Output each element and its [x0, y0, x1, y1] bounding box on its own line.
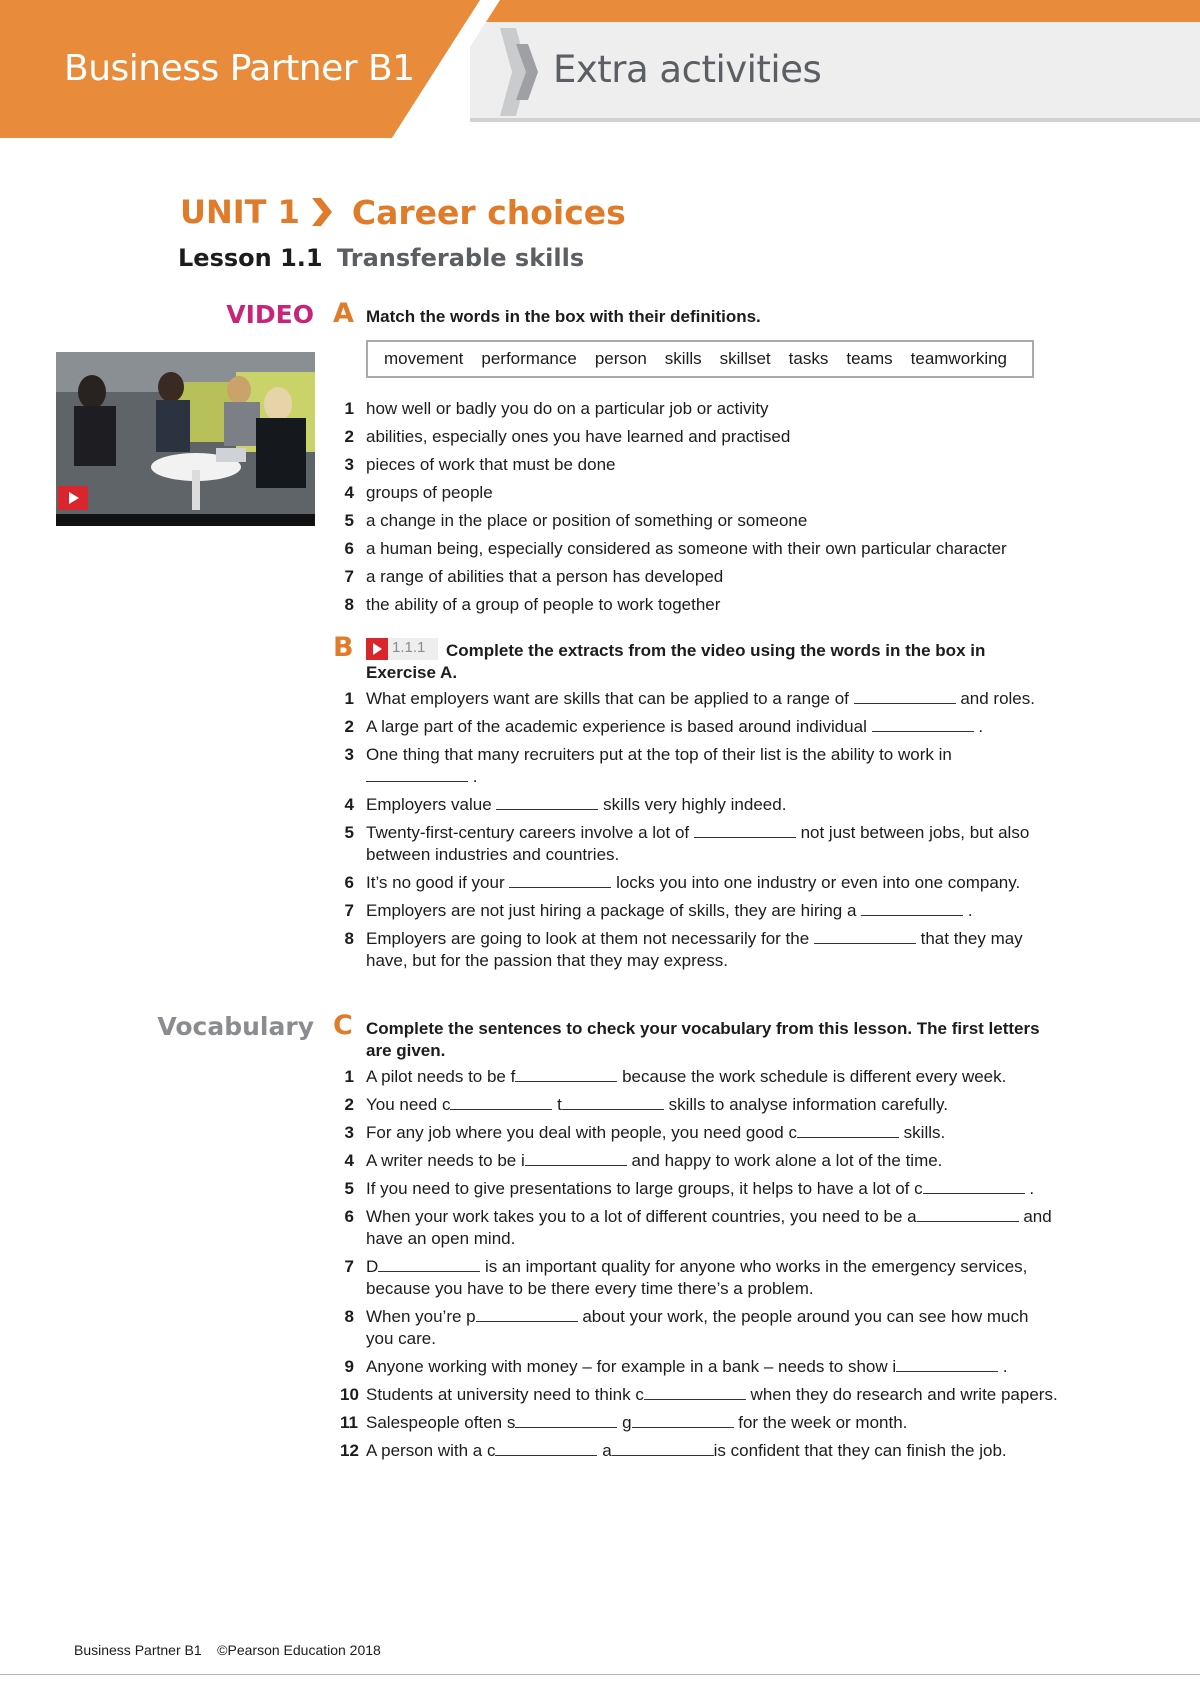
- item-text: A large part of the academic experience is based around individual: [366, 717, 872, 736]
- item-text: not just between jobs, but also between industries and countries.: [366, 823, 1030, 864]
- item-text: skills to analyse information carefully.: [663, 1095, 948, 1114]
- item-number: 5: [344, 823, 354, 842]
- list-item: [340, 1206, 1060, 1250]
- item-text: locks you into one industry or even into one company.: [611, 873, 1021, 892]
- answer-blank[interactable]: [496, 795, 598, 810]
- video-side-label: VIDEO: [226, 300, 314, 329]
- item-text: D: [366, 1257, 379, 1276]
- answer-blank[interactable]: [476, 1307, 578, 1322]
- item-text: Employers value: [366, 795, 497, 814]
- list-item: [340, 1150, 1060, 1172]
- item-number: 1: [344, 689, 354, 708]
- item-text: how well or badly you do on a particular job or activity: [366, 399, 769, 418]
- answer-blank[interactable]: [515, 1067, 617, 1082]
- item-text: It’s no good if your: [366, 873, 510, 892]
- item-text: .: [973, 717, 984, 736]
- answer-blank[interactable]: [450, 1095, 552, 1110]
- list-item: [340, 1094, 1060, 1116]
- unit-title: Career choices: [351, 192, 626, 232]
- item-text: when they do research and write papers.: [745, 1385, 1058, 1404]
- list-item: [340, 794, 1060, 816]
- answer-blank[interactable]: [378, 1257, 480, 1272]
- video-clip-number: 1.1.1: [392, 639, 426, 656]
- exercise-c-list: [340, 1066, 1060, 1468]
- item-text: that they may have, but for the passion that they may express.: [366, 929, 1023, 970]
- item-text: abilities, especially ones you have learned and practised: [366, 427, 791, 446]
- page-footer: Business Partner B1 ©Pearson Education 2018: [74, 1642, 381, 1658]
- item-number: 8: [344, 595, 354, 614]
- item-text: A pilot needs to be f: [366, 1067, 516, 1086]
- item-number: 10: [340, 1385, 359, 1404]
- item-number: 6: [344, 873, 354, 892]
- unit-label: UNIT 1: [180, 193, 300, 231]
- answer-blank[interactable]: [644, 1385, 746, 1400]
- video-progress-bar: [56, 514, 315, 526]
- item-text: skills very highly indeed.: [598, 795, 787, 814]
- item-number: 12: [340, 1441, 359, 1460]
- answer-blank[interactable]: [872, 717, 974, 732]
- item-text: A person with a c: [366, 1441, 496, 1460]
- item-text: When your work takes you to a lot of different countries, you need to be a: [366, 1207, 917, 1226]
- item-text: Employers are not just hiring a package of skills, they are hiring a: [366, 901, 862, 920]
- list-item: [340, 426, 1060, 448]
- item-number: 8: [344, 1307, 354, 1326]
- word-box-item: teams: [846, 349, 893, 368]
- item-text: about your work, the people around you can see how much you care.: [366, 1307, 1029, 1348]
- item-number: 11: [340, 1413, 358, 1432]
- item-number: 2: [344, 1095, 354, 1114]
- item-text: When you’re p: [366, 1307, 476, 1326]
- item-number: 3: [344, 1123, 354, 1142]
- item-number: 4: [344, 795, 354, 814]
- item-text: .: [998, 1357, 1008, 1376]
- item-text: .: [1024, 1179, 1035, 1198]
- lesson-label: Lesson 1.1: [178, 244, 323, 272]
- list-item: [340, 1356, 1060, 1378]
- item-number: 1: [344, 1067, 354, 1086]
- item-text: and have an open mind.: [366, 1207, 1052, 1248]
- answer-blank[interactable]: [854, 689, 956, 704]
- list-item: [340, 510, 1060, 532]
- list-item: [340, 872, 1060, 894]
- answer-blank[interactable]: [694, 823, 796, 838]
- item-number: 2: [344, 427, 354, 446]
- item-text: and roles.: [955, 689, 1035, 708]
- word-box-item: movement: [384, 349, 464, 368]
- word-box-item: performance: [481, 349, 577, 368]
- answer-blank[interactable]: [515, 1413, 617, 1428]
- exercise-c-letter: C: [333, 1010, 353, 1041]
- chevron-right-icon: [310, 198, 332, 226]
- item-number: 7: [344, 567, 354, 586]
- footer-divider: [0, 1674, 1200, 1675]
- answer-blank[interactable]: [612, 1441, 714, 1456]
- answer-blank[interactable]: [366, 767, 468, 782]
- item-text: Twenty-first-century careers involve a lot of: [366, 823, 694, 842]
- exercise-a-list: [340, 398, 1060, 622]
- item-number: 1: [344, 399, 354, 418]
- item-number: 6: [344, 539, 354, 558]
- exercise-a-letter: A: [333, 298, 354, 329]
- item-text: skills.: [898, 1123, 946, 1142]
- exercise-a-instruction: Match the words in the box with their definitions.: [366, 307, 761, 326]
- item-number: 5: [344, 511, 354, 530]
- item-number: 2: [344, 717, 354, 736]
- answer-blank[interactable]: [896, 1357, 998, 1372]
- item-text: a human being, especially considered as someone with their own particular character: [366, 539, 1007, 558]
- exercise-b-letter: B: [333, 632, 354, 663]
- answer-blank[interactable]: [525, 1151, 627, 1166]
- list-item: [340, 1122, 1060, 1144]
- list-item: [340, 454, 1060, 476]
- word-box-item: teamworking: [910, 349, 1008, 368]
- word-box-item: skills: [664, 349, 702, 368]
- list-item: [340, 1066, 1060, 1088]
- answer-blank[interactable]: [917, 1207, 1019, 1222]
- unit-heading: [180, 190, 626, 234]
- list-item: [340, 1178, 1060, 1200]
- item-text: g: [617, 1413, 632, 1432]
- list-item: [340, 398, 1060, 420]
- video-thumbnail[interactable]: [56, 352, 315, 526]
- item-number: 5: [344, 1179, 354, 1198]
- lesson-title: Transferable skills: [337, 244, 585, 272]
- item-text: .: [468, 767, 478, 786]
- item-text: For any job where you deal with people, you need good c: [366, 1123, 797, 1142]
- list-item: [340, 1440, 1060, 1462]
- item-text: the ability of a group of people to work together: [366, 595, 721, 614]
- answer-blank[interactable]: [923, 1179, 1025, 1194]
- list-item: [340, 1256, 1060, 1300]
- answer-blank[interactable]: [797, 1123, 899, 1138]
- list-item: [340, 928, 1060, 972]
- list-item: [340, 482, 1060, 504]
- section-title: Extra activities: [553, 48, 822, 91]
- item-text: Salespeople often s: [366, 1413, 516, 1432]
- answer-blank[interactable]: [861, 901, 963, 916]
- item-text: for the week or month.: [733, 1413, 908, 1432]
- item-text: is confident that they can finish the job.: [713, 1441, 1007, 1460]
- item-number: 3: [344, 455, 354, 474]
- item-text: Students at university need to think c: [366, 1385, 644, 1404]
- vocabulary-side-label: Vocabulary: [157, 1012, 314, 1041]
- item-number: 3: [344, 745, 354, 764]
- item-text: groups of people: [366, 483, 493, 502]
- item-number: 9: [344, 1357, 354, 1376]
- list-item: [340, 744, 1060, 788]
- list-item: [340, 688, 1060, 710]
- item-text: One thing that many recruiters put at the top of their list is the ability to work in: [366, 745, 952, 764]
- video-still-image: [56, 352, 315, 526]
- list-item: [340, 1384, 1060, 1406]
- exercise-b-list: [340, 688, 1060, 978]
- answer-blank[interactable]: [509, 873, 611, 888]
- word-box-item: tasks: [788, 349, 829, 368]
- word-box: [366, 340, 1034, 378]
- item-number: 7: [344, 1257, 354, 1276]
- item-number: 8: [344, 929, 354, 948]
- item-text: and happy to work alone a lot of the time.: [626, 1151, 943, 1170]
- list-item: [340, 822, 1060, 866]
- list-item: [340, 900, 1060, 922]
- item-text: Anyone working with money – for example in a bank – needs to show i: [366, 1357, 897, 1376]
- answer-blank[interactable]: [814, 929, 916, 944]
- brand-title: Business Partner B1: [64, 48, 415, 89]
- play-icon[interactable]: [58, 486, 88, 510]
- item-text: pieces of work that must be done: [366, 455, 616, 474]
- item-text: What employers want are skills that can be applied to a range of: [366, 689, 854, 708]
- item-text: a change in the place or position of something or someone: [366, 511, 808, 530]
- item-number: 4: [344, 1151, 354, 1170]
- item-text: Employers are going to look at them not necessarily for the: [366, 929, 814, 948]
- item-number: 7: [344, 901, 354, 920]
- item-text: a range of abilities that a person has developed: [366, 567, 724, 586]
- list-item: [340, 1412, 1060, 1434]
- item-text: because the work schedule is different every week.: [617, 1067, 1007, 1086]
- word-box-item: skillset: [719, 349, 771, 368]
- list-item: [340, 538, 1060, 560]
- item-text: t: [552, 1095, 562, 1114]
- page-header: [0, 0, 1200, 150]
- item-number: 6: [344, 1207, 354, 1226]
- exercise-b-instruction: Complete the extracts from the video using the words in the box in Exercise A.: [366, 641, 986, 682]
- list-item: [340, 1306, 1060, 1350]
- answer-blank[interactable]: [495, 1441, 597, 1456]
- list-item: [340, 594, 1060, 616]
- item-number: 4: [344, 483, 354, 502]
- word-box-item: person: [594, 349, 647, 368]
- list-item: [340, 566, 1060, 588]
- list-item: [340, 716, 1060, 738]
- item-text: .: [963, 901, 973, 920]
- exercise-c-instruction: Complete the sentences to check your vocabulary from this lesson. The first letters are given.: [366, 1019, 1040, 1060]
- item-text: If you need to give presentations to large groups, it helps to have a lot of c: [366, 1179, 923, 1198]
- item-text: A writer needs to be i: [366, 1151, 525, 1170]
- answer-blank[interactable]: [562, 1095, 664, 1110]
- answer-blank[interactable]: [632, 1413, 734, 1428]
- item-text: a: [597, 1441, 612, 1460]
- item-text: You need c: [366, 1095, 451, 1114]
- item-text: is an important quality for anyone who works in the emergency services, because you have to be there every time there’s a problem.: [366, 1257, 1028, 1298]
